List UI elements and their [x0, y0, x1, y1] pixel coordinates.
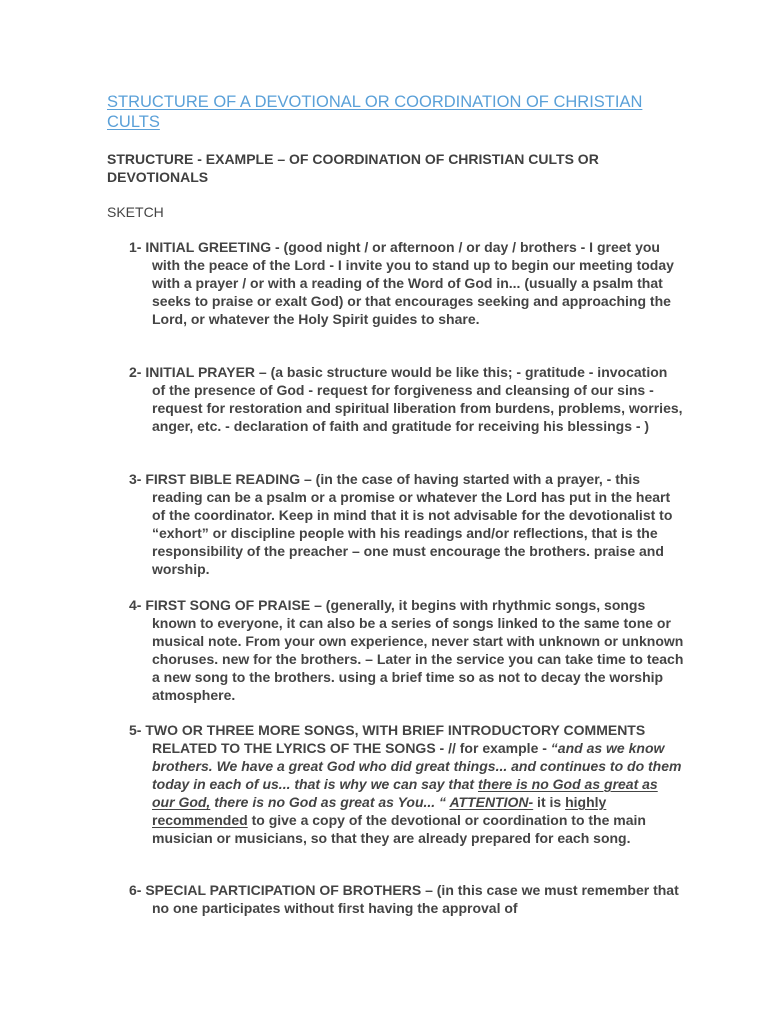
attention-label: ATTENTION-: [449, 794, 534, 810]
more-songs-end: to give a copy of the devotional or coordination to the main musician or musicians, so that they are already prepared for each song.: [152, 812, 646, 846]
more-songs-quote-a: “and as we know brothers. We have a great God who did great things... and continues to do them today in each of us... that is why we can say that: [152, 740, 682, 792]
more-songs-mid: it is: [533, 794, 566, 810]
more-songs-quote-underlined: there is no God as great as our God,: [152, 776, 658, 810]
list-item-initial-prayer: 2- INITIAL PRAYER – (a basic structure would be like this; - gratitude - invocation of the presence of God - request for forgiveness and cleansing of our sins - request for restoration and spiritual liberation from burdens, problems, worries, anger, etc. - declaration of faith and gratitude for receiving his blessings - ): [129, 364, 683, 434]
list-item-special-participation: 6- SPECIAL PARTICIPATION OF BROTHERS – (in this case we must remember that no one participates without first having the approval of: [129, 882, 679, 916]
document-title[interactable]: STRUCTURE OF A DEVOTIONAL OR COORDINATION OF CHRISTIAN CULTS: [107, 93, 643, 131]
more-songs-quote-b: there is no God as great as You... “: [210, 794, 450, 810]
list-item-more-songs: [129, 721, 684, 847]
highly-recommended: highly recommended: [152, 794, 607, 828]
document-subtitle: STRUCTURE - EXAMPLE – OF COORDINATION OF CHRISTIAN CULTS OR DEVOTIONALS: [107, 151, 599, 185]
more-songs-intro: 5- TWO OR THREE MORE SONGS, WITH BRIEF INTRODUCTORY COMMENTS RELATED TO THE LYRICS OF THE SONGS - // for example -: [129, 722, 646, 756]
list-item-initial-greeting: 1- INITIAL GREETING - (good night / or afternoon / or day / brothers - I greet you with the peace of the Lord - I invite you to stand up to begin our meeting today with a prayer / or with a reading of the Word of God in... (usually a psalm that seeks to praise or exalt God) or that encourages seeking and approaching the Lord, or whatever the Holy Spirit guides to share.: [129, 239, 674, 327]
list-item-first-song-of-praise: 4- FIRST SONG OF PRAISE – (generally, it begins with rhythmic songs, songs known to everyone, it can also be a series of songs linked to the same tone or musical note. From your own experience, never start with unknown or unknown choruses. new for the brothers. – Later in the service you can take time to teach a new song to the brothers. using a brief time so as not to decay the worship atmosphere.: [129, 597, 684, 703]
list-item-first-bible-reading: 3- FIRST BIBLE READING – (in the case of having started with a prayer, - this reading can be a psalm or a promise or whatever the Lord has put in the heart of the coordinator. Keep in mind that it is not advisable for the devotionalist to “exhort” or discipline people with his readings and/or reflections, that is the responsibility of the preacher – one must encourage the brothers. praise and worship.: [129, 471, 673, 577]
sketch-label: SKETCH: [107, 204, 164, 220]
